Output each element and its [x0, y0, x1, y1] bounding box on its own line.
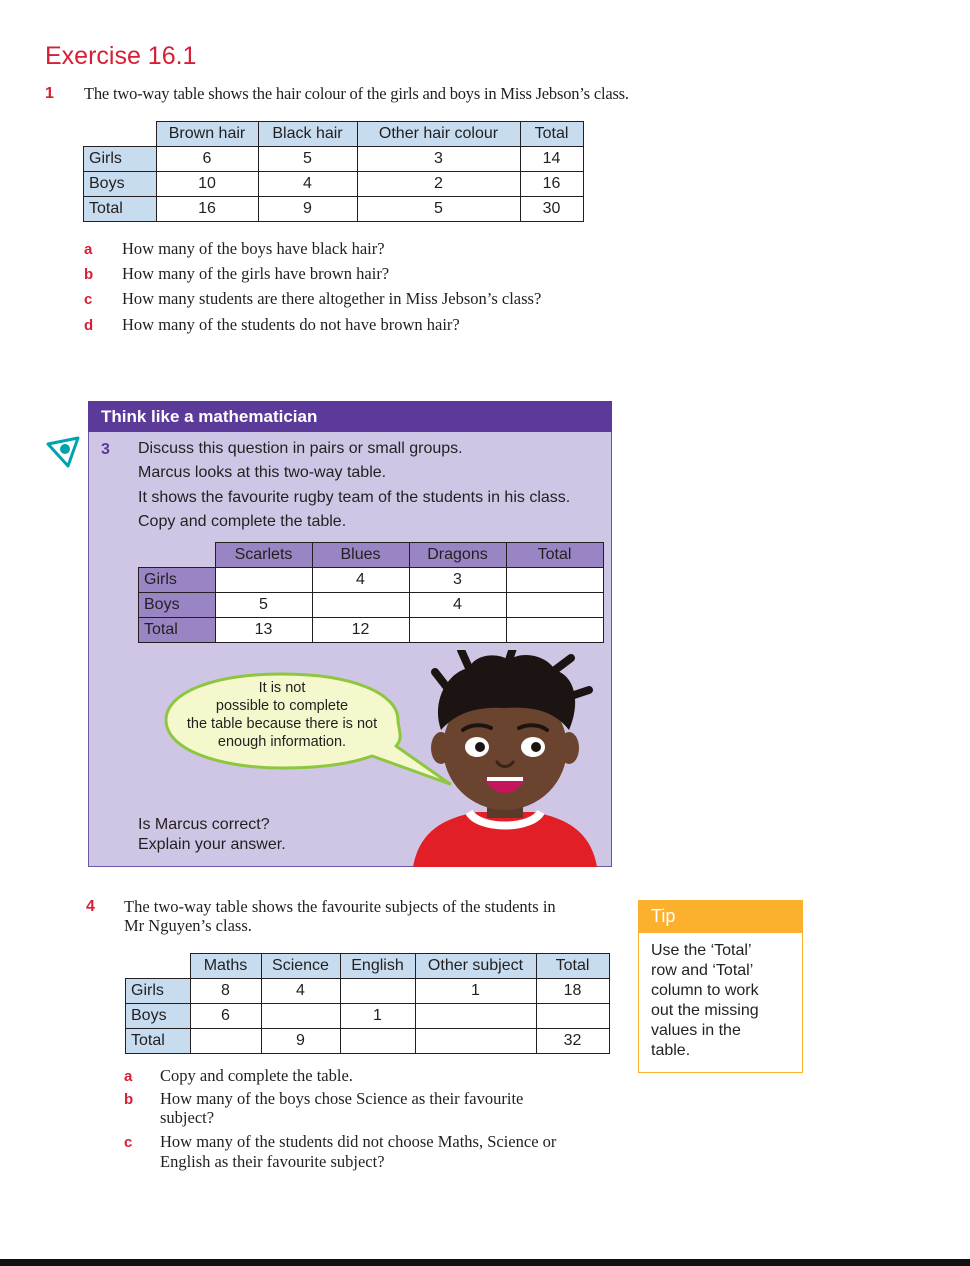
table-row [84, 147, 584, 172]
speech-line: It is not [258, 680, 306, 696]
column-header: Maths [190, 954, 261, 979]
speech-bubble [172, 679, 392, 751]
think-question-line: Is Marcus correct? [138, 816, 270, 833]
question-1-number: 1 [45, 85, 54, 102]
table-cell: 30 [520, 197, 583, 222]
column-header: Black hair [258, 122, 357, 147]
table-cell: 3 [357, 147, 520, 172]
rugby-team-table [138, 542, 604, 643]
part-text: Copy and complete the table. [160, 1066, 353, 1085]
table-cell [506, 618, 603, 643]
row-header: Total [139, 618, 216, 643]
table-row [84, 172, 584, 197]
column-header: Dragons [409, 543, 506, 568]
part-text: English as their favourite subject? [160, 1152, 385, 1171]
bottom-edge-bar [0, 1259, 970, 1266]
table-cell: 1 [340, 1004, 415, 1029]
column-header: Total [520, 122, 583, 147]
column-header: Scarlets [215, 543, 312, 568]
table-cell: 6 [190, 1004, 261, 1029]
table-cell: 9 [258, 197, 357, 222]
table-cell [536, 1004, 609, 1029]
tip-line: values in the [651, 1022, 741, 1039]
speech-line: enough information. [217, 734, 347, 750]
column-header: Total [536, 954, 609, 979]
table-cell: 16 [156, 197, 258, 222]
table-cell [215, 568, 312, 593]
part-text: How many of the students did not choose Maths, Science or [160, 1132, 557, 1151]
tip-line: table. [651, 1042, 691, 1059]
table-header-row [84, 122, 584, 147]
table-row [139, 568, 604, 593]
table-cell: 4 [312, 568, 409, 593]
row-header: Girls [139, 568, 216, 593]
table-header-row [126, 954, 610, 979]
table-cell [409, 618, 506, 643]
row-header: Total [84, 197, 157, 222]
table-cell: 9 [261, 1029, 340, 1054]
table-cell [190, 1029, 261, 1054]
part-text: How many of the students do not have brown hair? [122, 315, 460, 334]
column-header: Blues [312, 543, 409, 568]
table-cell: 8 [190, 979, 261, 1004]
table-cell [415, 1029, 536, 1054]
table-cell [506, 593, 603, 618]
think-text-line: Marcus looks at this two-way table. [138, 464, 387, 481]
column-header: Total [506, 543, 603, 568]
table-cell: 18 [536, 979, 609, 1004]
table-row [126, 979, 610, 1004]
part-letter: d [84, 317, 94, 334]
table-cell [261, 1004, 340, 1029]
question-1-text: The two-way table shows the hair colour of the girls and boys in Miss Jebson’s class. [84, 84, 629, 103]
table-cell: 13 [215, 618, 312, 643]
table-cell: 5 [258, 147, 357, 172]
part-text: How many students are there altogether in Miss Jebson’s class? [122, 289, 542, 308]
table-row [126, 1029, 610, 1054]
table-cell [506, 568, 603, 593]
question-4-text-line: Mr Nguyen’s class. [124, 916, 252, 935]
table-cell: 5 [357, 197, 520, 222]
column-header: Science [261, 954, 340, 979]
part-text: subject? [160, 1108, 215, 1127]
table-cell: 10 [156, 172, 258, 197]
table-cell: 4 [261, 979, 340, 1004]
table-cell: 6 [156, 147, 258, 172]
part-letter: b [84, 266, 94, 283]
table-header-row [139, 543, 604, 568]
row-header: Boys [84, 172, 157, 197]
question-4-text-line: The two-way table shows the favourite subjects of the students in [124, 897, 556, 916]
table-row [139, 618, 604, 643]
exercise-title: Exercise 16.1 [45, 42, 197, 70]
row-header: Total [126, 1029, 191, 1054]
table-cell [340, 979, 415, 1004]
question-4-number: 4 [86, 898, 95, 915]
part-letter: c [124, 1134, 133, 1151]
table-cell: 2 [357, 172, 520, 197]
part-letter: c [84, 291, 93, 308]
part-text: How many of the boys have black hair? [122, 239, 385, 258]
table-cell: 3 [409, 568, 506, 593]
table-cell: 5 [215, 593, 312, 618]
part-letter: b [124, 1091, 134, 1108]
column-header: Other subject [415, 954, 536, 979]
column-header: English [340, 954, 415, 979]
boy-character-illustration [405, 650, 605, 867]
table-row [126, 1004, 610, 1029]
speech-line: possible to complete [215, 698, 349, 714]
table-cell: 4 [258, 172, 357, 197]
table-cell [312, 593, 409, 618]
tip-text [651, 941, 791, 1061]
table-cell: 12 [312, 618, 409, 643]
part-text: How many of the girls have brown hair? [122, 264, 390, 283]
row-header: Girls [126, 979, 191, 1004]
part-text: How many of the boys chose Science as their favourite [160, 1089, 524, 1108]
think-text-line: Discuss this question in pairs or small groups. [138, 440, 463, 457]
question-3-number: 3 [101, 441, 110, 458]
table-cell: 4 [409, 593, 506, 618]
table-cell: 32 [536, 1029, 609, 1054]
tip-header: Tip [638, 900, 803, 932]
tip-line: column to work [651, 982, 759, 999]
table-row [139, 593, 604, 618]
favourite-subject-table [125, 953, 610, 1054]
column-header: Other hair colour [357, 122, 520, 147]
tip-line: Use the ‘Total’ [651, 942, 752, 959]
compass-marker-icon [46, 436, 80, 470]
think-box-header: Think like a mathematician [88, 401, 612, 432]
table-cell [415, 1004, 536, 1029]
row-header: Boys [126, 1004, 191, 1029]
hair-colour-table [83, 121, 584, 222]
part-letter: a [124, 1068, 133, 1085]
row-header: Girls [84, 147, 157, 172]
row-header: Boys [139, 593, 216, 618]
table-cell [340, 1029, 415, 1054]
think-text-line: It shows the favourite rugby team of the students in his class. [138, 489, 571, 506]
think-text-line: Copy and complete the table. [138, 513, 347, 530]
table-cell: 16 [520, 172, 583, 197]
table-cell: 1 [415, 979, 536, 1004]
speech-line: the table because there is not [186, 716, 378, 732]
tip-line: out the missing [651, 1002, 759, 1019]
table-row [84, 197, 584, 222]
column-header: Brown hair [156, 122, 258, 147]
tip-line: row and ‘Total’ [651, 962, 754, 979]
table-cell: 14 [520, 147, 583, 172]
think-question-line: Explain your answer. [138, 836, 286, 853]
part-letter: a [84, 241, 93, 258]
